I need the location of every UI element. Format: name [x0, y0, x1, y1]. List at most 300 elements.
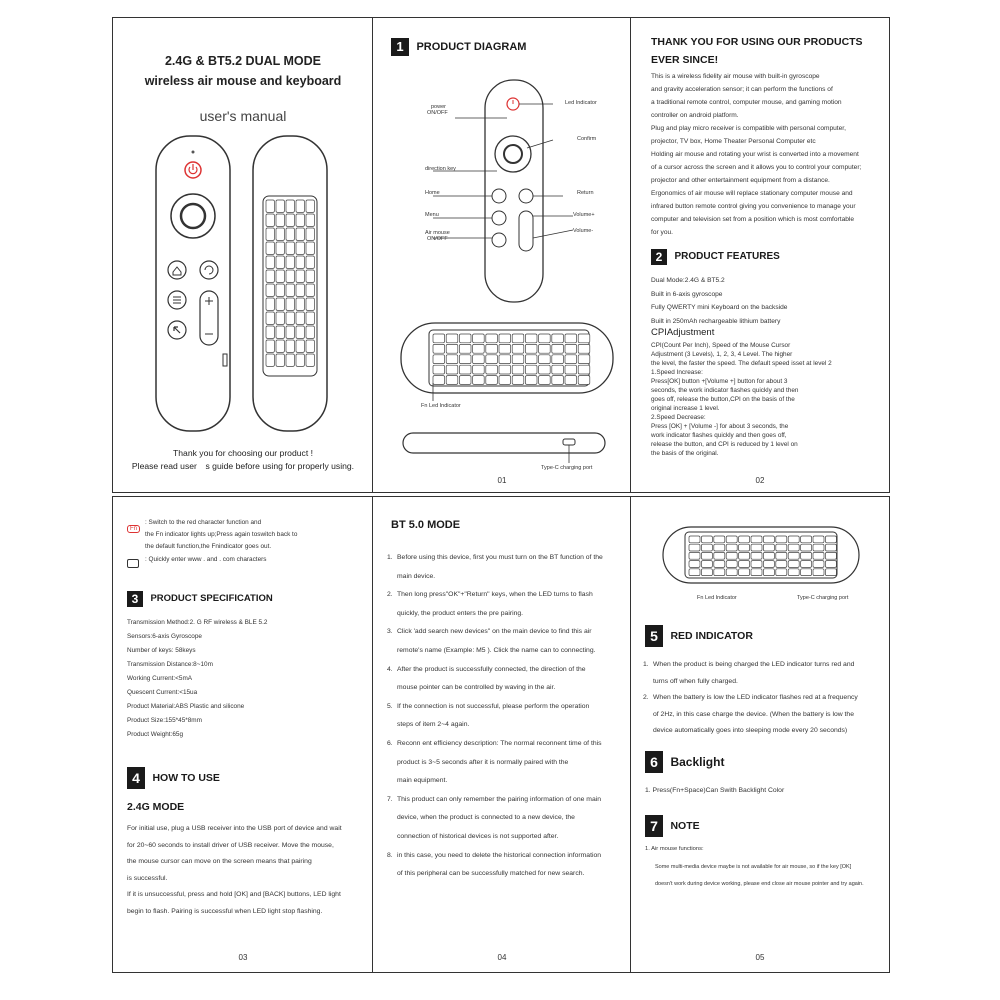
red-indicator-list [643, 657, 887, 740]
key [776, 544, 787, 551]
label-home: Home [425, 190, 440, 196]
key [525, 334, 537, 343]
key [801, 552, 812, 559]
key [266, 242, 274, 254]
key [776, 536, 787, 543]
key [578, 344, 590, 353]
note-line: doesn't work during device working, please end close air mouse pointer and try again. [655, 881, 864, 887]
bt-item-line [387, 549, 627, 568]
key [433, 344, 445, 353]
key [266, 200, 274, 212]
key [539, 355, 551, 364]
key [306, 284, 314, 296]
key [726, 552, 737, 559]
item-number [387, 716, 397, 735]
intro-line: of a cursor across the screen and it allows you to control your computer; [651, 164, 862, 171]
key [446, 355, 458, 364]
item-text: device, when the product is connected to a new device, the [397, 814, 575, 822]
key [726, 561, 737, 568]
item-number: 7. [387, 795, 393, 803]
key [276, 256, 284, 268]
mode-line: If it is unsuccessful, press and hold [OK] and [BACK] buttons, LED light [127, 891, 341, 898]
key [296, 228, 304, 240]
key [433, 376, 445, 385]
features-title: PRODUCT FEATURES [674, 251, 780, 263]
spec-list [127, 616, 367, 742]
key [788, 552, 799, 559]
label-fn-led: Fn Led Indicator [421, 403, 461, 409]
key [763, 569, 774, 576]
key [266, 312, 274, 324]
intro-line: for you. [651, 229, 673, 236]
thanks-heading-line1: THANK YOU FOR USING OUR PRODUCTS [651, 36, 863, 48]
key [296, 270, 304, 282]
section-number-1: 1 [391, 38, 409, 56]
item-number: 4. [387, 665, 393, 673]
key [276, 228, 284, 240]
key [266, 340, 274, 352]
item-text: turns off when fully charged. [653, 677, 738, 685]
item-number [387, 809, 397, 828]
key [525, 344, 537, 353]
key [296, 284, 304, 296]
features-list [651, 274, 887, 328]
spec-heading [127, 590, 273, 608]
item-text: When the battery is low the LED indicator flashes red at a frequency [653, 694, 858, 701]
key [578, 355, 590, 364]
item-text: Click 'add search new devices" on the main device to find this air [397, 628, 592, 636]
key [459, 376, 471, 385]
key [286, 214, 294, 226]
key [751, 544, 762, 551]
key [565, 355, 577, 364]
thanks-heading-line2: EVER SINCE! [651, 54, 719, 66]
key [296, 354, 304, 366]
cpi-line: Press[OK] button +[Volume +] button for about 3 [651, 378, 788, 385]
item-text: steps of item 2~4 again. [397, 721, 470, 729]
key [473, 344, 485, 353]
label-confirm: Confirm [577, 136, 597, 142]
label-return: Return [577, 190, 594, 196]
cpi-heading: CPIAdjustment [651, 327, 715, 338]
key [689, 536, 700, 543]
key [525, 365, 537, 374]
red-item-line [643, 657, 887, 674]
key [739, 569, 750, 576]
bt-item-line [387, 772, 627, 791]
key [446, 365, 458, 374]
key [813, 561, 824, 568]
spec-item: Quescent Current:<15ua [127, 689, 198, 696]
key [739, 561, 750, 568]
www-row [127, 555, 139, 573]
key [788, 569, 799, 576]
key [473, 376, 485, 385]
key [306, 256, 314, 268]
key [266, 354, 274, 366]
key [565, 365, 577, 374]
item-number [643, 674, 653, 691]
key [296, 340, 304, 352]
page-cover [112, 17, 374, 493]
key [801, 561, 812, 568]
item-number [387, 568, 397, 587]
key [473, 365, 485, 374]
key [739, 544, 750, 551]
item-text: main equipment. [397, 777, 448, 785]
cpi-line: Adjustment (3 Levels), 1, 2, 3, 4 Level. The higher [651, 351, 793, 358]
key [276, 340, 284, 352]
key [433, 334, 445, 343]
key [552, 344, 564, 353]
key [473, 355, 485, 364]
key [306, 228, 314, 240]
intro-line: projector, TV box, Home Theater Personal Computer etc [651, 138, 816, 145]
key [751, 569, 762, 576]
cpi-line: 2.Speed Decrease: [651, 414, 706, 421]
key [776, 552, 787, 559]
cpi-line: the basis of the original. [651, 450, 719, 457]
key [486, 334, 498, 343]
page-number: 05 [755, 953, 765, 962]
key [286, 354, 294, 366]
item-number: 8. [387, 851, 393, 859]
spec-item: Product Weight:65g [127, 731, 184, 738]
key [714, 569, 725, 576]
item-text: This product can only remember the pairing information of one main [397, 795, 602, 803]
key [266, 270, 274, 282]
key [714, 544, 725, 551]
spec-item: Product Size:155*45*8mm [127, 717, 202, 724]
key [276, 270, 284, 282]
key [726, 569, 737, 576]
backlight-heading [645, 751, 724, 773]
mode-line: the mouse cursor can move on the screen means that pairing [127, 858, 312, 865]
typec-label: Type-C charging port [797, 595, 849, 601]
label-typec: Type-C charging port [541, 465, 593, 471]
key [776, 569, 787, 576]
bt-item-line [387, 847, 627, 866]
item-text: remote's name (Example: M5 ). Click the name can to connecting. [397, 646, 596, 654]
red-indicator-heading [645, 625, 753, 647]
key [788, 536, 799, 543]
key [512, 365, 524, 374]
item-number: 1. [387, 554, 393, 561]
key [306, 354, 314, 366]
note-item: 1. Air mouse functions: [645, 846, 704, 852]
cpi-line: work indicator flashes quickly and then goes off, [651, 432, 787, 439]
how-title: HOW TO USE [152, 772, 220, 784]
key [701, 561, 712, 568]
key [825, 561, 836, 568]
label-led-indicator: Led Indicator [565, 100, 597, 106]
item-number [387, 865, 397, 884]
bt-item-line [387, 698, 627, 717]
key [539, 365, 551, 374]
key [565, 376, 577, 385]
intro-line: and gravity acceleration sensor; it can perform the functions of [651, 86, 833, 93]
key [286, 242, 294, 254]
bt-item-line [387, 735, 627, 754]
item-text: connection of historical devices is not supported after. [397, 832, 559, 840]
cover-remote-illustration [151, 134, 351, 434]
key [714, 561, 725, 568]
key [286, 284, 294, 296]
key [739, 552, 750, 559]
key [286, 200, 294, 212]
item-number [387, 605, 397, 624]
key [296, 326, 304, 338]
feature-item: Fully QWERTY mini Keyboard on the backside [651, 304, 788, 311]
key [689, 552, 700, 559]
label-air-mouse: Air mouse [425, 230, 450, 236]
note-title: NOTE [670, 820, 700, 832]
intro-line: projector and other entertainment equipment from a distance. [651, 177, 830, 184]
key [751, 561, 762, 568]
key [825, 569, 836, 576]
key [578, 365, 590, 374]
item-text: device automatically goes into sleeping mode every 20 seconds) [653, 727, 848, 734]
key [446, 376, 458, 385]
www-icon [127, 559, 139, 568]
bt-item-line [387, 716, 627, 735]
key [825, 536, 836, 543]
key [266, 298, 274, 310]
key [266, 256, 274, 268]
item-text: If the connection is not successful, please perform the operation [397, 702, 590, 710]
key [486, 355, 498, 364]
key [813, 544, 824, 551]
page-number: 02 [755, 476, 765, 485]
item-number [387, 679, 397, 698]
key [552, 365, 564, 374]
key [714, 536, 725, 543]
key [266, 228, 274, 240]
key [539, 376, 551, 385]
key [266, 326, 274, 338]
key [459, 334, 471, 343]
key [499, 334, 511, 343]
section-number-2: 2 [651, 249, 667, 265]
mode-line: for 20~60 seconds to install driver of USB receiver. Move the mouse, [127, 841, 334, 849]
key [552, 355, 564, 364]
key [296, 214, 304, 226]
item-text: product is 3~5 seconds after it is normally paired with the [397, 758, 569, 766]
bt-item-line [387, 568, 627, 587]
item-text: of this peripheral can be successfully matched for new search. [397, 870, 585, 878]
key [763, 536, 774, 543]
key [701, 552, 712, 559]
key [296, 312, 304, 324]
key [788, 544, 799, 551]
key [446, 344, 458, 353]
key [446, 334, 458, 343]
label-volume-plus: Volume+ [573, 212, 595, 218]
key [306, 214, 314, 226]
key [701, 536, 712, 543]
key [306, 200, 314, 212]
key [276, 214, 284, 226]
intro-line: Holding air mouse and rotating your wrist is converted into a movement [651, 151, 859, 158]
key [499, 355, 511, 364]
intro-line: Ergonomics of air mouse will replace stationary computer mouse and [651, 190, 853, 197]
spec-item: Transmission Method:2. G RF wireless & BLE 5.2 [127, 619, 268, 626]
key [486, 344, 498, 353]
key [701, 544, 712, 551]
fn-badge: Fn [127, 525, 140, 533]
key [539, 334, 551, 343]
backlight-title: Backlight [670, 755, 725, 769]
bt-item-line [387, 623, 627, 642]
item-text: Then long press"OK"+"Return" keys, when the LED turns to flash [397, 591, 593, 599]
label-air-onoff: ON/OFF [427, 236, 448, 242]
page-specification [112, 496, 374, 973]
cover-thanks-line1: Thank you for choosing our product ! [173, 448, 313, 458]
bt-mode-heading: BT 5.0 MODE [391, 519, 461, 531]
bt-item-line [387, 754, 627, 773]
fn-led-label: Fn Led Indicator [697, 595, 737, 601]
cover-thanks-line2: Please read user s guide before using for properly using. [131, 461, 355, 471]
key [306, 270, 314, 282]
key [578, 334, 590, 343]
key [726, 536, 737, 543]
key [539, 344, 551, 353]
item-number [387, 642, 397, 661]
item-number [643, 707, 653, 724]
item-number: 3. [387, 628, 393, 636]
cpi-line: seconds, the work indicator flashes quickly and then [651, 387, 799, 394]
section-number-7: 7 [645, 815, 663, 837]
how-heading [127, 767, 220, 789]
red-indicator-title: RED INDICATOR [670, 630, 753, 642]
item-number [643, 723, 653, 740]
intro-line: This is a wireless fidelity air mouse with built-in gyroscope [651, 73, 820, 80]
key [276, 326, 284, 338]
cpi-line: original increase 1 level. [651, 405, 720, 412]
item-number: 1. [643, 661, 649, 668]
mode-line: is successful. [127, 874, 168, 882]
key [552, 376, 564, 385]
page-bt-mode [372, 496, 632, 973]
section-number-5: 5 [645, 625, 663, 647]
bt-item-line [387, 605, 627, 624]
mode-24g-heading: 2.4G MODE [127, 801, 185, 813]
key [433, 365, 445, 374]
key [296, 256, 304, 268]
fn-description [145, 517, 371, 553]
key [459, 365, 471, 374]
spec-item: Product Material:ABS Plastic and silicone [127, 703, 245, 710]
key [813, 552, 824, 559]
key [565, 334, 577, 343]
key [486, 365, 498, 374]
feature-item: Built in 250mAh rechargeable lithium battery [651, 317, 781, 325]
key [801, 536, 812, 543]
intro-line: a traditional remote control, computer mouse, and gaming motion [651, 99, 842, 106]
intro-line: controller on android platform. [651, 112, 739, 119]
item-number [387, 772, 397, 791]
page-product-diagram [372, 17, 632, 493]
intro-line: Plug and play micro receiver is compatible with personal computer, [651, 125, 846, 132]
keyboard-illustration [661, 525, 861, 585]
key [751, 552, 762, 559]
mode-24g-paragraph [127, 821, 371, 920]
item-text: Before using this device, first you must turn on the BT function of the [397, 554, 603, 561]
key [825, 552, 836, 559]
key [276, 354, 284, 366]
cpi-line: Press [OK] + [Volume -] for about 3 seconds, the [651, 423, 789, 430]
key [499, 365, 511, 374]
item-text: quickly, the product enters the pre pairing. [397, 609, 524, 617]
cpi-line: the level, the faster the speed. The default speed isset at level 2 [651, 360, 832, 367]
cpi-line: 1.Speed Increase: [651, 369, 703, 376]
key [306, 242, 314, 254]
key [266, 284, 274, 296]
key [459, 355, 471, 364]
fn-line: the default function,the Fnindicator goes out. [145, 543, 272, 550]
bt-mode-list [387, 549, 627, 884]
page-features [630, 17, 890, 493]
note-heading [645, 815, 700, 837]
key [276, 284, 284, 296]
bt-item-line [387, 865, 627, 884]
red-item-line [643, 707, 887, 724]
diagram-title: PRODUCT DIAGRAM [416, 41, 527, 53]
key [266, 214, 274, 226]
key [512, 376, 524, 385]
spec-title: PRODUCT SPECIFICATION [150, 593, 273, 605]
item-text: mouse pointer can be controlled by waving in the air. [397, 684, 556, 692]
label-menu: Menu [425, 212, 439, 218]
note-paragraph [655, 859, 889, 893]
key [565, 344, 577, 353]
intro-paragraph [651, 70, 887, 239]
bt-item-line [387, 679, 627, 698]
item-number [387, 754, 397, 773]
cpi-line: goes off, release the button,CPI on the basis of the [651, 396, 795, 403]
cpi-line: release the button, and CPI is reduced by 1 level on [651, 441, 798, 448]
label-power: power [431, 104, 446, 110]
key [825, 544, 836, 551]
mode-line: For initial use, plug a USB receiver into the USB port of device and wait [127, 825, 342, 832]
spec-item: Sensors:6-axis Gyroscope [127, 633, 202, 640]
item-number [387, 828, 397, 847]
key [286, 270, 294, 282]
bt-item-line [387, 828, 627, 847]
spec-item: Working Current:<5mA [127, 675, 193, 682]
features-heading [651, 248, 780, 266]
bt-item-line [387, 642, 627, 661]
fn-row [127, 517, 140, 535]
cover-title-line2: wireless air mouse and keyboard [144, 74, 342, 88]
key [763, 561, 774, 568]
label-onoff: ON/OFF [427, 110, 448, 116]
item-text: of 2Hz, in this case charge the device. (When the battery is low the [653, 710, 854, 718]
key [486, 376, 498, 385]
key [763, 552, 774, 559]
item-text: After the product is successfully connected, the direction of the [397, 665, 586, 673]
key [286, 326, 294, 338]
key [306, 340, 314, 352]
key [296, 200, 304, 212]
cpi-paragraph [651, 341, 887, 458]
bt-item-line [387, 661, 627, 680]
key [801, 569, 812, 576]
key [286, 228, 294, 240]
backlight-item: 1. Press(Fn+Space)Can Swith Backlight Color [645, 787, 785, 794]
red-item-line [643, 690, 887, 707]
key [306, 298, 314, 310]
